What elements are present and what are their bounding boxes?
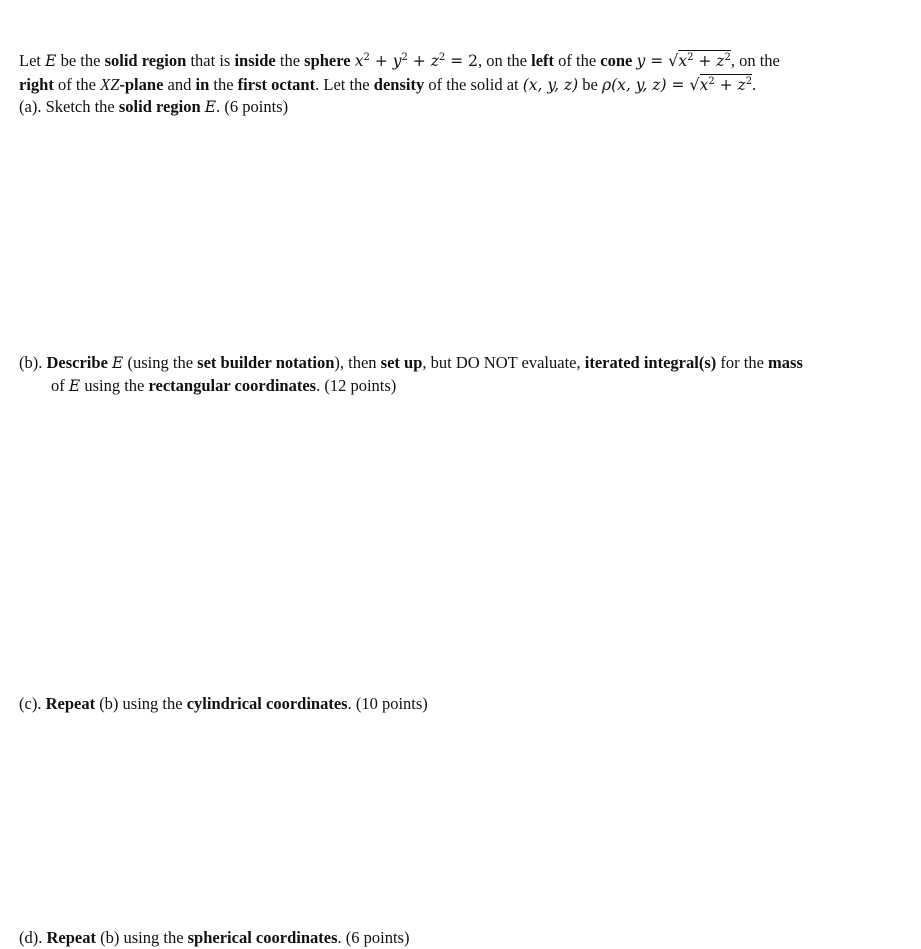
bold-sphere: sphere <box>304 51 351 70</box>
text: (a). Sketch the <box>19 97 119 116</box>
text: the <box>275 51 305 70</box>
density-equation: ρ(x, y, $z) = √x^2 + z^2$ <box>601 75 753 94</box>
bold-set-builder: set builder notation <box>197 353 335 372</box>
bold-left: left <box>531 51 555 70</box>
bold-right: right <box>19 75 54 94</box>
part-d-prompt <box>19 928 409 948</box>
text: . (6 points) <box>216 97 289 116</box>
bold-repeat: Repeat <box>46 928 96 947</box>
part-b-prompt-line-1 <box>19 353 803 373</box>
bold-inside: inside <box>234 51 276 70</box>
bold-spherical-coordinates: spherical coordinates <box>187 928 338 947</box>
text: be the <box>56 51 105 70</box>
problem-statement-line-1 <box>19 51 780 71</box>
text: . (10 points) <box>347 694 428 713</box>
bold-mass: mass <box>768 353 803 372</box>
var-E: E <box>45 52 57 70</box>
bold-cone: cone <box>600 51 633 70</box>
bold-plane: -plane <box>119 75 164 94</box>
text: . (6 points) <box>337 928 410 947</box>
text: (d). <box>19 928 47 947</box>
sqrt-icon: √ <box>668 51 679 70</box>
text: Let <box>19 51 46 70</box>
bold-describe: Describe <box>46 353 108 372</box>
text: of the <box>554 51 601 70</box>
text: , but DO NOT evaluate, <box>422 353 585 372</box>
part-b-prompt-line-2 <box>51 376 396 396</box>
bold-iterated-integrals: iterated integral(s) <box>584 353 717 372</box>
sqrt-icon: √ <box>689 75 700 94</box>
text: . (12 points) <box>316 376 397 395</box>
text: and <box>163 75 196 94</box>
bold-solid-region: solid region <box>104 51 187 70</box>
text: of the <box>53 75 101 94</box>
text: . <box>752 75 757 94</box>
bold-repeat: Repeat <box>45 694 96 713</box>
var-E: E <box>112 354 124 372</box>
point-xyz: (x, y, z) <box>522 76 579 94</box>
problem-statement-line-2 <box>19 75 756 95</box>
bold-solid-region: solid region <box>118 97 201 116</box>
text: , on the <box>477 51 532 70</box>
sphere-equation: $x^2 + y^2 + z^2 = 2$ <box>354 52 478 70</box>
part-c-prompt <box>19 694 428 714</box>
bold-first-octant: first octant <box>237 75 316 94</box>
bold-cylindrical-coordinates: cylindrical coordinates <box>186 694 348 713</box>
part-a-prompt <box>19 97 288 117</box>
bold-in: in <box>195 75 210 94</box>
text: ), then <box>334 353 381 372</box>
text: (b). <box>19 353 47 372</box>
xz-label: XZ <box>100 75 120 94</box>
text: , on the <box>730 51 780 70</box>
var-E: E <box>68 377 81 395</box>
var-E: E <box>204 98 217 116</box>
bold-density: density <box>373 75 425 94</box>
text: be <box>578 75 602 94</box>
text: for the <box>716 353 769 372</box>
text: of <box>51 376 69 395</box>
text: (c). <box>19 694 46 713</box>
text: that is <box>186 51 235 70</box>
text: using the <box>80 376 149 395</box>
bold-set-up: set up <box>380 353 423 372</box>
text: of the solid at <box>424 75 523 94</box>
cone-equation: $y = √x^2 + z^2$ <box>636 51 731 70</box>
text: (using the <box>123 353 198 372</box>
bold-rectangular-coordinates: rectangular coordinates <box>148 376 317 395</box>
text: (b) using the <box>95 694 187 713</box>
text: the <box>209 75 238 94</box>
text: . Let the <box>315 75 374 94</box>
text: (b) using the <box>95 928 188 947</box>
